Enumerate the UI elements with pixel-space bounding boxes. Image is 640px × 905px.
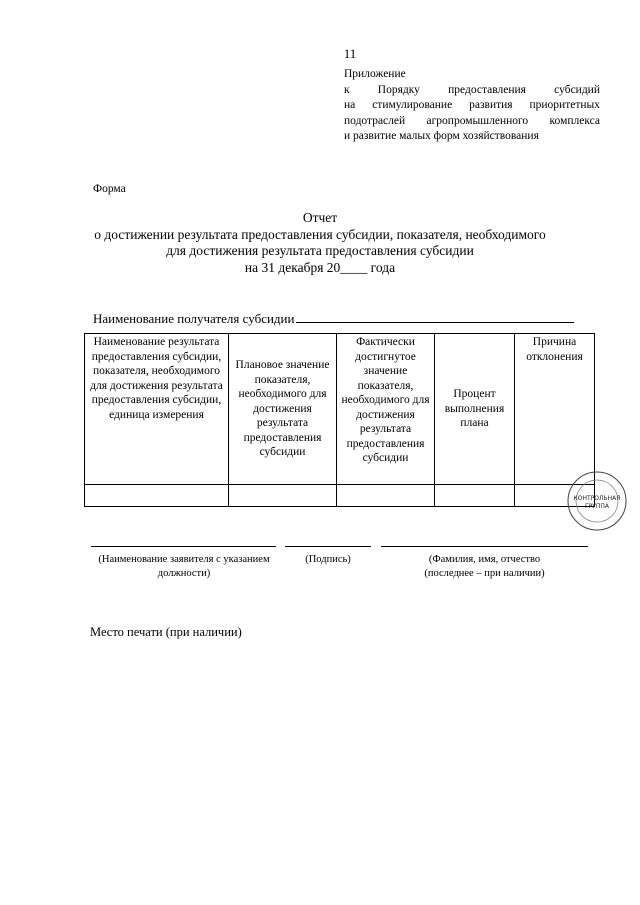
header-result-name: Наименование результата предоставления субсидии, показателя, необходимого для достижения результата предоставления субсидии, единица измерения (85, 334, 229, 485)
form-label: Форма (93, 183, 126, 195)
recipient-label: Наименование получателя субсидии (93, 311, 295, 326)
header-percent-completion: Процент выполнения плана (435, 334, 515, 485)
applicant-caption-line-2: должности) (157, 568, 211, 579)
header-deviation-reason: Причина отклонения (515, 334, 595, 485)
applicant-caption-line-1: (Наименование заявителя с указанием (98, 554, 270, 565)
recipient-blank-line[interactable] (296, 309, 574, 323)
svg-text:КОНТРОЛЬНАЯ: КОНТРОЛЬНАЯ (573, 495, 621, 502)
page-number: 11 (343, 46, 357, 61)
appendix-line-1: Приложение (344, 68, 406, 80)
svg-text:ГРУППА: ГРУППА (584, 503, 610, 510)
title-line-3: для достижения результата предоставления субсидии (166, 243, 474, 258)
appendix-line-2: к Порядку предоставления субсидий (344, 83, 600, 96)
table-row (85, 485, 595, 507)
signature-line[interactable] (285, 546, 371, 547)
signature-caption: (Подпись) (305, 554, 351, 565)
appendix-line-5: и развитие малых форм хозяйствования (344, 130, 539, 143)
appendix-line-4: подотраслей агропромышленного комплекса (344, 114, 600, 127)
report-title (80, 210, 560, 276)
appendix-header (344, 67, 600, 145)
table-cell[interactable] (85, 485, 229, 507)
header-actual-value: Фактически достигнутое значение показателя, необходимого для достижения результата предоставления субсидии (337, 334, 435, 485)
table-cell[interactable] (337, 485, 435, 507)
applicant-signature-line[interactable] (91, 546, 276, 547)
name-caption-line-1: (Фамилия, имя, отчество (428, 554, 541, 565)
title-line-2: о достижении результата предоставления субсидии, показателя, необходимого (94, 226, 546, 242)
title-line-1: Отчет (302, 210, 338, 225)
name-caption (381, 553, 588, 581)
report-table (84, 333, 595, 507)
seal-place-label: Место печати (при наличии) (90, 625, 242, 639)
title-line-4: на 31 декабря 20____ года (244, 259, 396, 275)
table-header-row (85, 334, 595, 485)
table-cell[interactable] (229, 485, 337, 507)
full-name-line[interactable] (381, 546, 588, 547)
header-planned-value: Плановое значение показателя, необходимого для достижения результата предоставления субсидии (229, 334, 337, 485)
name-caption-line-2: (последнее – при наличии) (424, 568, 545, 579)
recipient-field (93, 309, 574, 327)
table-cell[interactable] (435, 485, 515, 507)
applicant-caption (88, 553, 280, 581)
appendix-line-3: на стимулирование развития приоритетных (344, 99, 600, 112)
control-stamp-icon (566, 470, 628, 532)
